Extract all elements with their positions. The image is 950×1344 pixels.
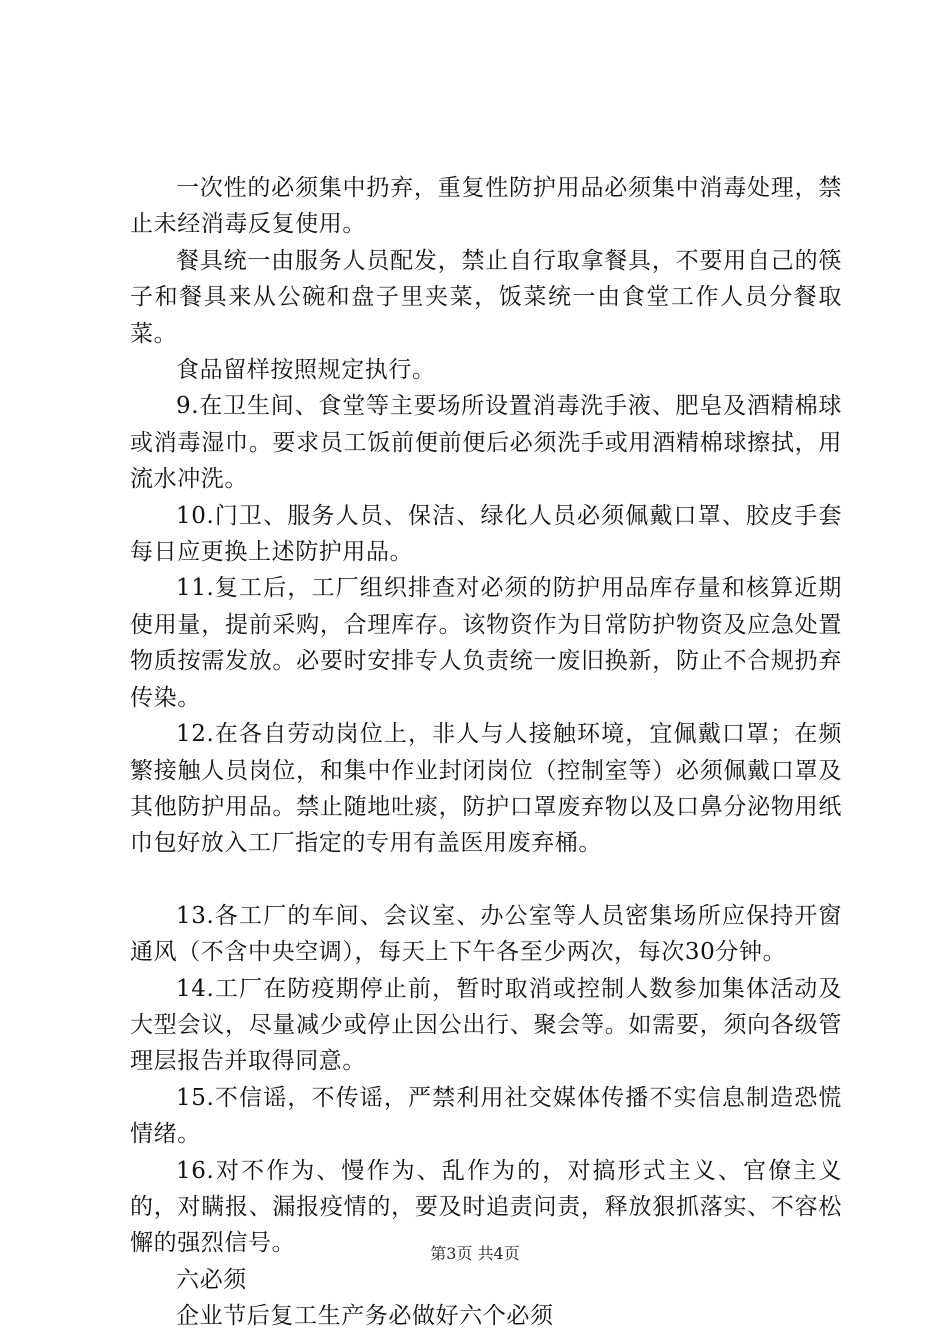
paragraph-item-13: 13.各工厂的车间、会议室、办公室等人员密集场所应保持开窗通风（不含中央空调），每天上下午各至少两次，每次30分钟。 xyxy=(130,902,842,966)
paragraph-item-10: 10.门卫、服务人员、保洁、绿化人员必须佩戴口罩、胶皮手套每日应更换上述防护用品。 xyxy=(130,502,842,566)
paragraph-food-sample: 食品留样按照规定执行。 xyxy=(176,357,436,384)
paragraph-tableware: 餐具统一由服务人员配发，禁止自行取拿餐具，不要用自己的筷子和餐具来从公碗和盘子里夹菜，饭菜统一由食堂工作人员分餐取菜。 xyxy=(130,247,842,347)
paragraph-item-9: 9.在卫生间、食堂等主要场所设置消毒洗手液、肥皂及酒精棉球或消毒湿巾。要求员工饭前便前便后必须洗手或用酒精棉球擦拭，用流水冲洗。 xyxy=(130,393,842,493)
section-heading: 六必须 xyxy=(176,1266,247,1293)
document-body xyxy=(130,170,842,1335)
paragraph-item-11: 11.复工后，工厂组织排查对必须的防护用品库存量和核算近期使用量，提前采购，合理库存。该物资作为日常防护物资及应急处置物质按需发放。必要时安排专人负责统一废旧换新，防止不合规扔弃传染。 xyxy=(130,575,842,711)
paragraph-item-16: 16.对不作为、慢作为、乱作为的，对搞形式主义、官僚主义的，对瞒报、漏报疫情的，要及时追责问责，释放狠抓落实、不容松懈的强烈信号。 xyxy=(130,1157,842,1257)
paragraph-item-15: 15.不信谣，不传谣，严禁利用社交媒体传播不实信息制造恐慌情绪。 xyxy=(130,1084,842,1148)
section-intro: 企业节后复工生产务必做好六个必须 xyxy=(176,1303,554,1330)
paragraph-item-12: 12.在各自劳动岗位上，非人与人接触环境，宜佩戴口罩；在频繁接触人员岗位，和集中作业封闭岗位（控制室等）必须佩戴口罩及其他防护用品。禁止随地吐痰，防护口罩废弃物以及口鼻分泌物用纸巾包好放入工厂指定的专用有盖医用废弃桶。 xyxy=(130,721,842,857)
page-number-footer: 第3页 共4页 xyxy=(430,1244,520,1263)
paragraph-item-14: 14.工厂在防疫期停止前，暂时取消或控制人数参加集体活动及大型会议，尽量减少或停止因公出行、聚会等。如需要，须向各级管理层报告并取得同意。 xyxy=(130,975,842,1075)
paragraph-disposal: 一次性的必须集中扔弃，重复性防护用品必须集中消毒处理，禁止未经消毒反复使用。 xyxy=(130,175,842,238)
